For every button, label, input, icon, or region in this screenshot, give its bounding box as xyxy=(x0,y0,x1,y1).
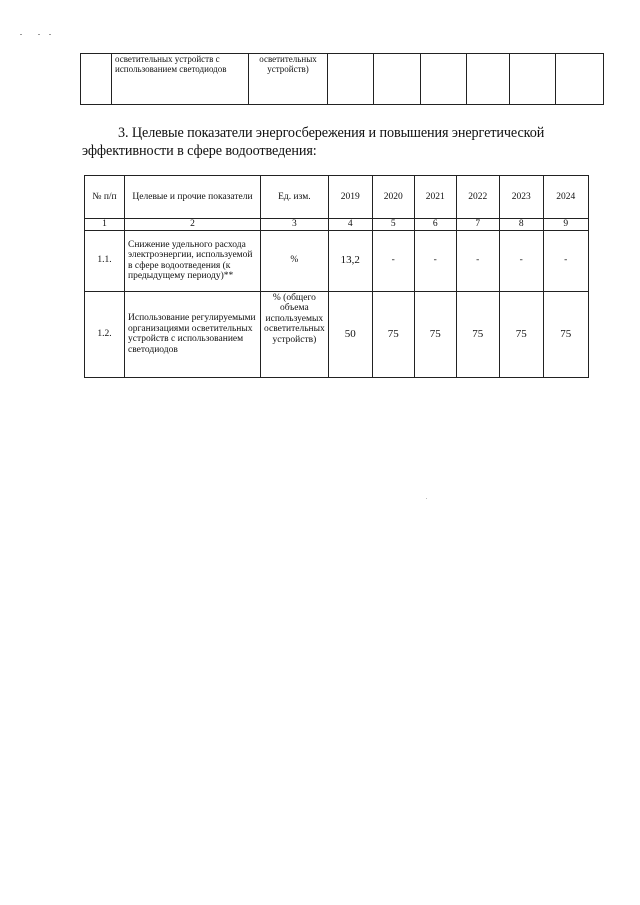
column-header: № п/п xyxy=(85,176,125,219)
previous-table-continuation xyxy=(80,53,604,105)
value-2024: 75 xyxy=(543,291,588,377)
table-cell xyxy=(328,54,374,105)
row-number: 1.1. xyxy=(85,230,125,291)
indicator-name-cell: осветительных устройств с использованием светодиодов xyxy=(112,54,249,105)
column-header: 2024 xyxy=(543,176,588,219)
table-cell xyxy=(467,54,510,105)
value-2021: - xyxy=(414,230,456,291)
value-2024: - xyxy=(543,230,588,291)
indicator-name: Снижение удельного расхода электроэнергии, используемой в сфере водоотведения (к предыдущему периоду)** xyxy=(125,230,261,291)
indicator-name: Использование регулируемыми организациями осветительных устройств с использованием светодиодов xyxy=(125,291,261,377)
scan-speck xyxy=(49,34,51,35)
value-2021: 75 xyxy=(414,291,456,377)
column-header: 2022 xyxy=(456,176,499,219)
column-number-row xyxy=(85,219,589,231)
row-number: 1.2. xyxy=(85,291,125,377)
column-number: 4 xyxy=(328,219,372,231)
column-number: 7 xyxy=(456,219,499,231)
column-header: Целевые и прочие показатели xyxy=(125,176,261,219)
column-number: 1 xyxy=(85,219,125,231)
unit-cell: % xyxy=(261,230,329,291)
table-cell xyxy=(81,54,112,105)
value-2019: 50 xyxy=(328,291,372,377)
value-2020: - xyxy=(372,230,414,291)
table-cell xyxy=(556,54,604,105)
value-2022: - xyxy=(456,230,499,291)
column-number: 9 xyxy=(543,219,588,231)
column-header: 2023 xyxy=(499,176,543,219)
scan-speck xyxy=(426,498,427,499)
section-heading: 3. Целевые показатели энергосбережения и повышения энергетической эффективности в сфере водоотведения: xyxy=(82,125,545,159)
scan-speck xyxy=(38,34,40,35)
column-header: 2021 xyxy=(414,176,456,219)
table-cell xyxy=(374,54,421,105)
column-header: 2020 xyxy=(372,176,414,219)
column-number: 3 xyxy=(261,219,329,231)
table-header-row xyxy=(85,176,589,219)
column-header: Ед. изм. xyxy=(261,176,329,219)
scan-speck xyxy=(20,34,22,35)
column-number: 8 xyxy=(499,219,543,231)
value-2023: - xyxy=(499,230,543,291)
column-number: 2 xyxy=(125,219,261,231)
indicators-table xyxy=(84,175,589,378)
column-number: 5 xyxy=(372,219,414,231)
value-2022: 75 xyxy=(456,291,499,377)
column-number: 6 xyxy=(414,219,456,231)
value-2020: 75 xyxy=(372,291,414,377)
table-cell xyxy=(421,54,467,105)
column-header: 2019 xyxy=(328,176,372,219)
table-row xyxy=(85,291,589,377)
table-row xyxy=(85,230,589,291)
value-2023: 75 xyxy=(499,291,543,377)
value-2019: 13,2 xyxy=(328,230,372,291)
table-cell xyxy=(510,54,556,105)
unit-cell: % (общего объема используемых осветительных устройств) xyxy=(261,291,329,377)
table-row xyxy=(81,54,604,105)
unit-cell: осветительных устройств) xyxy=(249,54,328,105)
